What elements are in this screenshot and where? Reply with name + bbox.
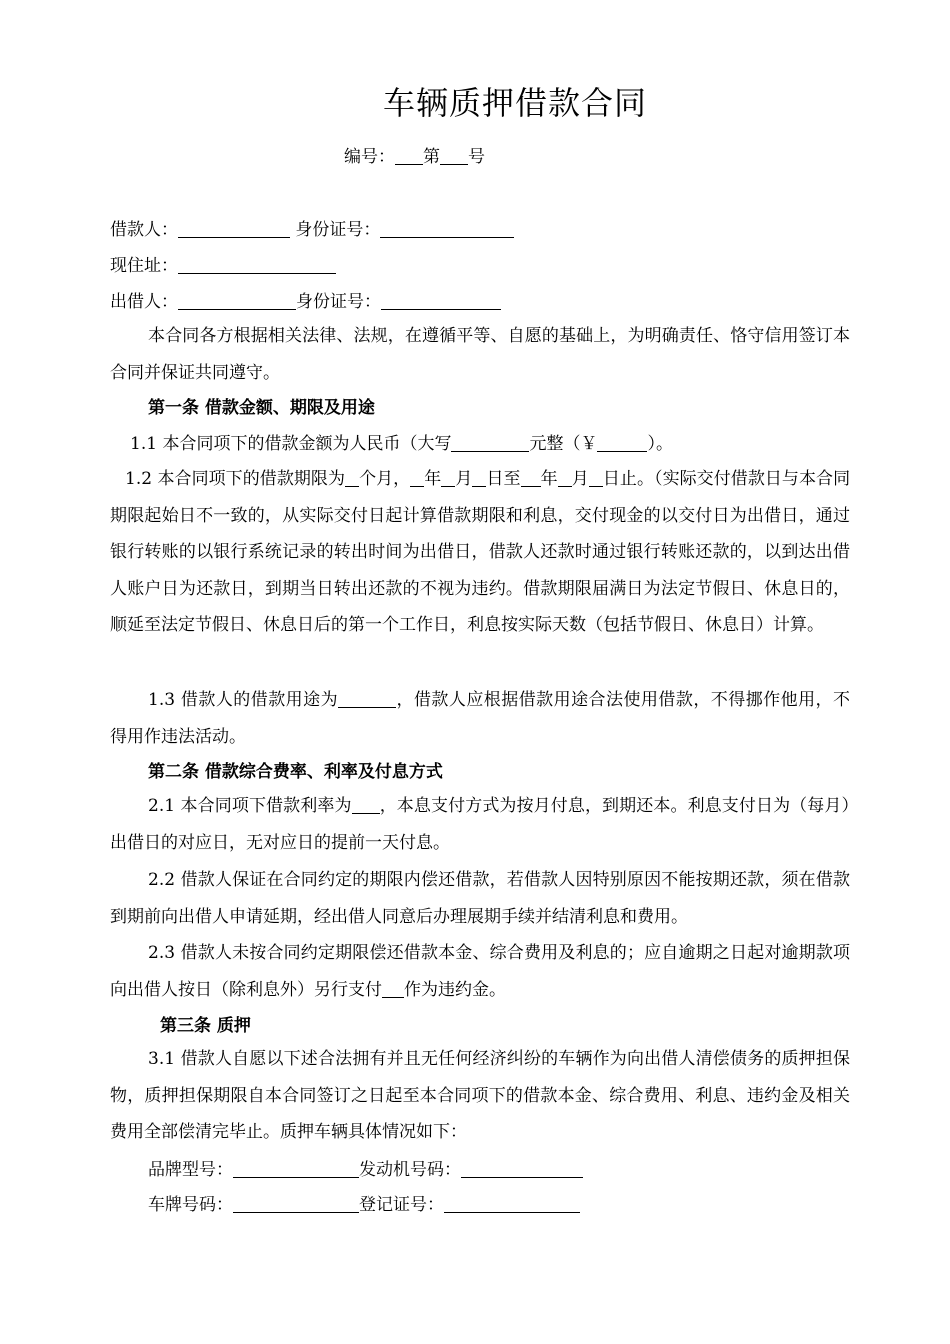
amount-words-blank	[451, 434, 529, 452]
engine-number-blank	[461, 1160, 583, 1178]
lender-name-blank	[178, 292, 296, 310]
clause-1-1: 1.1 本合同项下的借款金额为人民币（大写 元整（￥ ）。	[130, 434, 673, 454]
brand-model-blank	[233, 1160, 359, 1178]
preamble: 本合同各方根据相关法律、法规，在遵循平等、自愿的基础上，为明确责任、恪守信用签订本合同并保证共同遵守。	[110, 326, 850, 383]
article1-heading: 第一条 借款金额、期限及用途	[148, 398, 375, 418]
lender-line: 出借人： 身份证号：	[110, 290, 501, 314]
borrower-line: 借款人： 身份证号：	[110, 218, 514, 242]
contract-title: 车辆质押借款合同	[382, 84, 647, 122]
registration-number-blank	[444, 1195, 580, 1213]
address-line: 现住址：	[110, 254, 336, 278]
borrower-name-blank	[178, 220, 290, 238]
clause-1-3: 1.3 借款人的借款用途为 ，借款人应根据借款用途合法使用借款，不得挪作他用，不得用作违法活动。	[110, 690, 850, 747]
clause-2-1: 2.1 本合同项下借款利率为 ，本息支付方式为按月付息，到期还本。利息支付日为（每月）出借日的对应日，无对应日的提前一天付息。	[110, 796, 850, 853]
vehicle-line-1: 品牌型号： 发动机号码：	[148, 1158, 583, 1182]
purpose-blank	[338, 690, 396, 708]
number-blank	[395, 147, 423, 165]
number-blank	[440, 147, 468, 165]
clause-2-2: 2.2 借款人保证在合同约定的期限内偿还借款，若借款人因特别原因不能按期还款，须在借款到期前向出借人申请延期，经出借人同意后办理展期手续并结清利息和费用。	[110, 870, 850, 927]
vehicle-line-2: 车牌号码： 登记证号：	[148, 1193, 580, 1217]
clause-2-3: 2.3 借款人未按合同约定期限偿还借款本金、综合费用及利息的；应自逾期之日起对逾期款项向出借人按日（除利息外）另行支付 作为违约金。	[110, 943, 850, 1000]
article2-heading: 第二条 借款综合费率、利率及付息方式	[148, 762, 443, 782]
penalty-blank	[382, 980, 404, 998]
clause-3-1: 3.1 借款人自愿以下述合法拥有并且无任何经济纠纷的车辆作为向出借人清偿债务的质押担保物，质押担保期限自本合同签订之日起至本合同项下的借款本金、综合费用、利息、违约金及相关费用全部偿清完毕止。质押车辆具体情况如下：	[110, 1049, 850, 1142]
lender-id-blank	[381, 292, 501, 310]
contract-number: 编号： 第 号	[344, 147, 485, 167]
plate-number-blank	[233, 1195, 359, 1213]
amount-figure-blank	[597, 434, 647, 452]
article3-heading: 第三条 质押	[160, 1016, 251, 1036]
borrower-id-blank	[380, 220, 514, 238]
address-blank	[178, 256, 336, 274]
clause-1-2: 1.2 本合同项下的借款期限为 个月， 年 月 日至 年 月 日止。（实际交付借款日与本合同期限起始日不一致的，从实际交付日起计算借款期限和利息，交付现金的以交付日为出借日，通过银行转账的以银行系统记录的转出时间为出借日，借款人还款时通过银行转账还款的，以到达出借人账户日为还款日，到期当日转出还款的不视为违约。借款期限届满日为法定节假日、休息日的，顺延至法定节假日、休息日后的第一个工作日，利息按实际天数（包括节假日、休息日）计算。	[110, 469, 851, 635]
rate-blank	[352, 796, 380, 814]
